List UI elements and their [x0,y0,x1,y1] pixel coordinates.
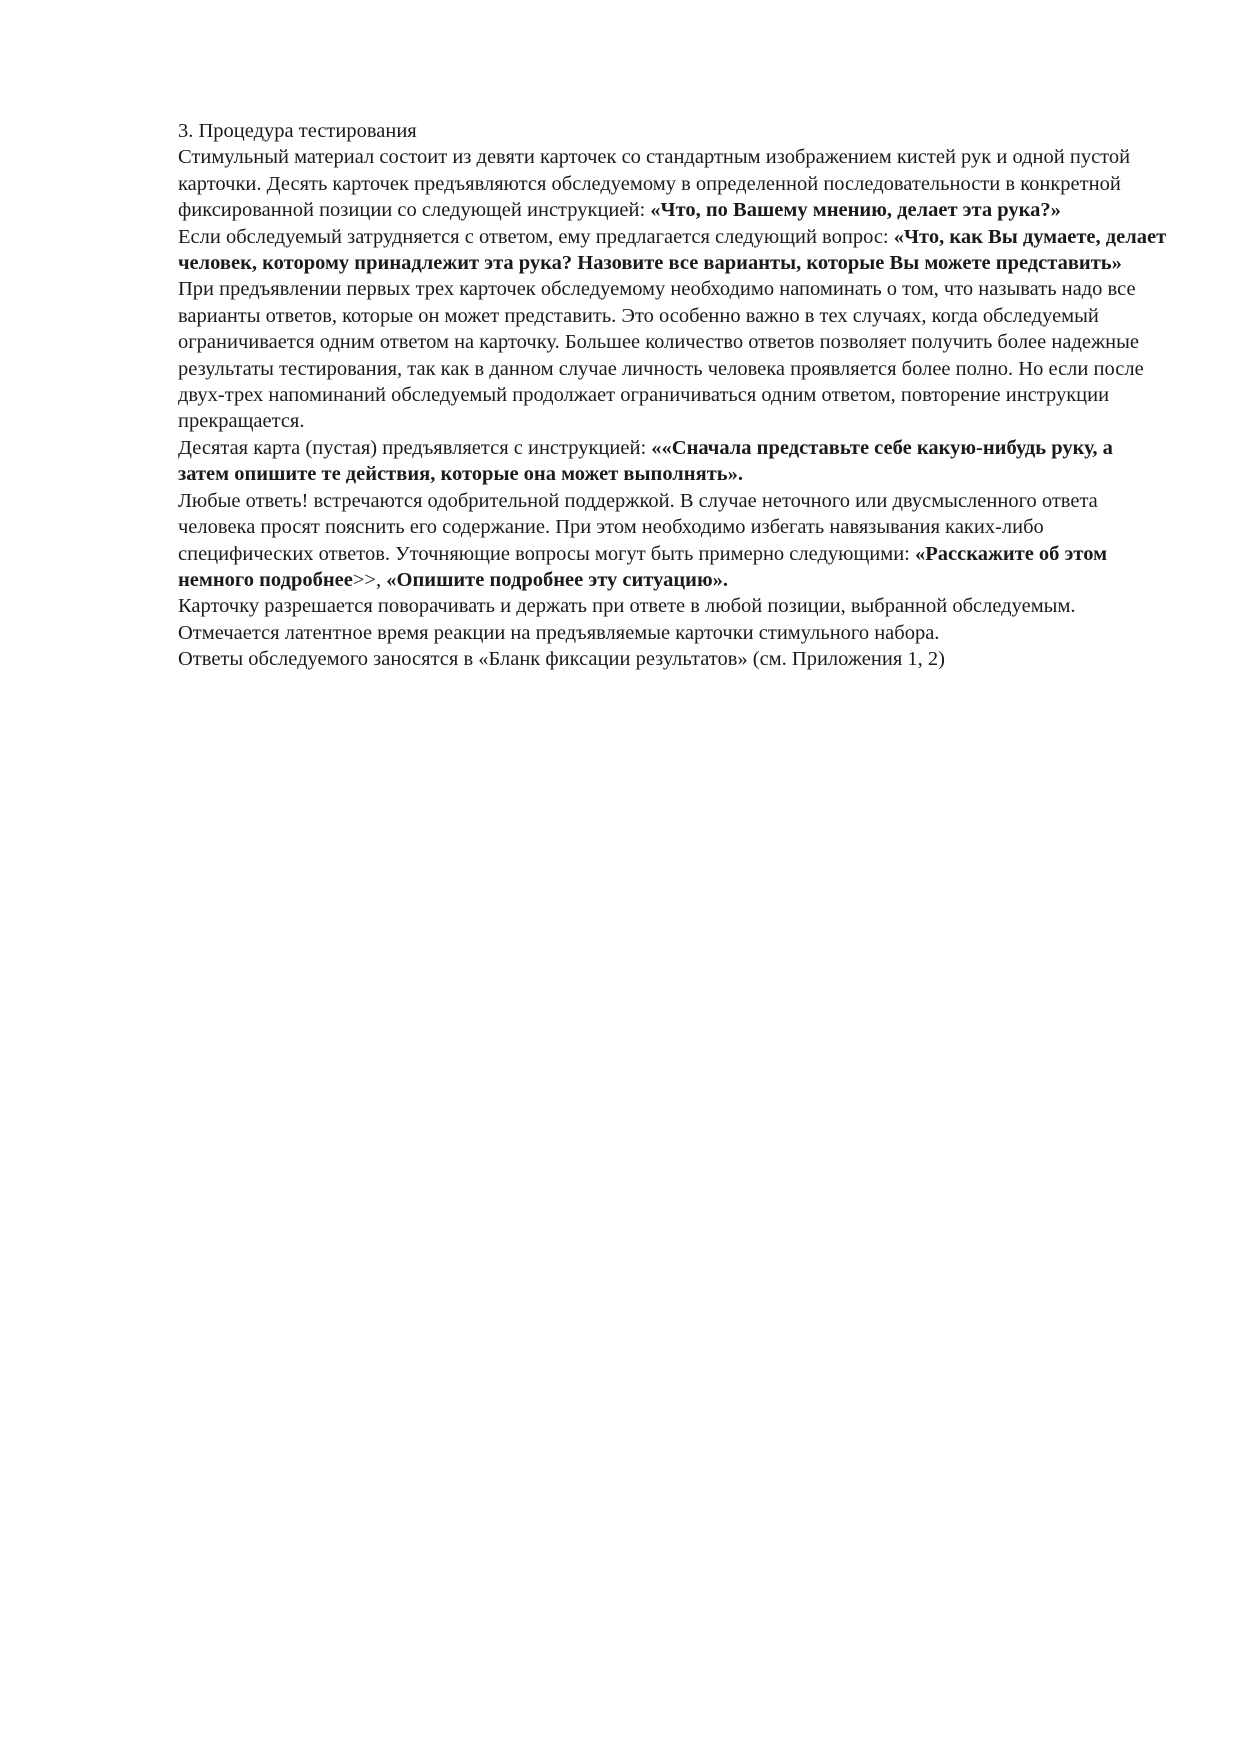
paragraph-follow-up-question [178,224,1168,277]
paragraph-text: Стимульный материал состоит из девяти карточек со стандартным изображением кистей рук и одной пустой карточки. Десять карточек предъявляются обследуемому в определенной последовательности в конкретной фиксированной позиции со следующей инструкцией: [178,146,1131,222]
paragraph-card-rotation: Карточку разрешается поворачивать и держать при ответе в любой позиции, выбранной обследуемым. Отмечается латентное время реакции на предъявляемые карточки стимульного набора. [178,595,1076,644]
paragraph-stimulus-material [178,144,1168,223]
paragraph-reminders: При предъявлении первых трех карточек обследуемому необходимо напоминать о том, что называть надо все варианты ответов, которые он может представить. Это особенно важно в тех случаях, когда обследуемый ограничивается одним ответом на карточку. Большее количество ответов позволяет получить более надежные результаты тестирования, так как в данном случае личность человека проявляется более полно. Но если после двух-трех напоминаний обследуемый продолжает ограничиваться одним ответом, повторение инструкции прекращается. [178,278,1144,433]
blank-card-instruction: ««Сначала представьте себе какую-нибудь руку, а затем опишите те действия, которые она может выполнять». [178,436,1113,486]
section-heading: 3. Процедура тестирования [178,120,417,142]
clarifying-question-2: «Опишите подробнее эту ситуацию». [386,568,728,591]
document-page [178,118,1168,673]
follow-up-question: «Что, как Вы думаете, делает человек, которому принадлежит эта рука? Назовите все варианты, которые Вы можете представить» [178,225,1167,275]
paragraph-results-form: Ответы обследуемого заносятся в «Бланк фиксации результатов» (см. Приложения 1, 2) [178,648,945,671]
instruction-question: «Что, по Вашему мнению, делает эта рука?» [650,199,1061,222]
paragraph-clarifying-questions [178,488,1168,594]
separator-text: >>, [352,568,387,591]
clarifying-question-1: «Расскажите об этом немного подробнее [178,542,1108,591]
paragraph-text: Десятая карта (пустая) предъявляется с инструкцией: [178,436,652,459]
paragraph-text: Любые ответь! встречаются одобрительной поддержкой. В случае неточного или двусмысленного ответа человека просят пояснить его содержание. При этом необходимо избегать навязывания каких-либо специфических ответов. Уточняющие вопросы могут быть примерно следующими: [178,489,1098,565]
paragraph-blank-card [178,435,1168,488]
paragraph-text: Если обследуемый затрудняется с ответом, ему предлагается следующий вопрос: [178,225,894,248]
